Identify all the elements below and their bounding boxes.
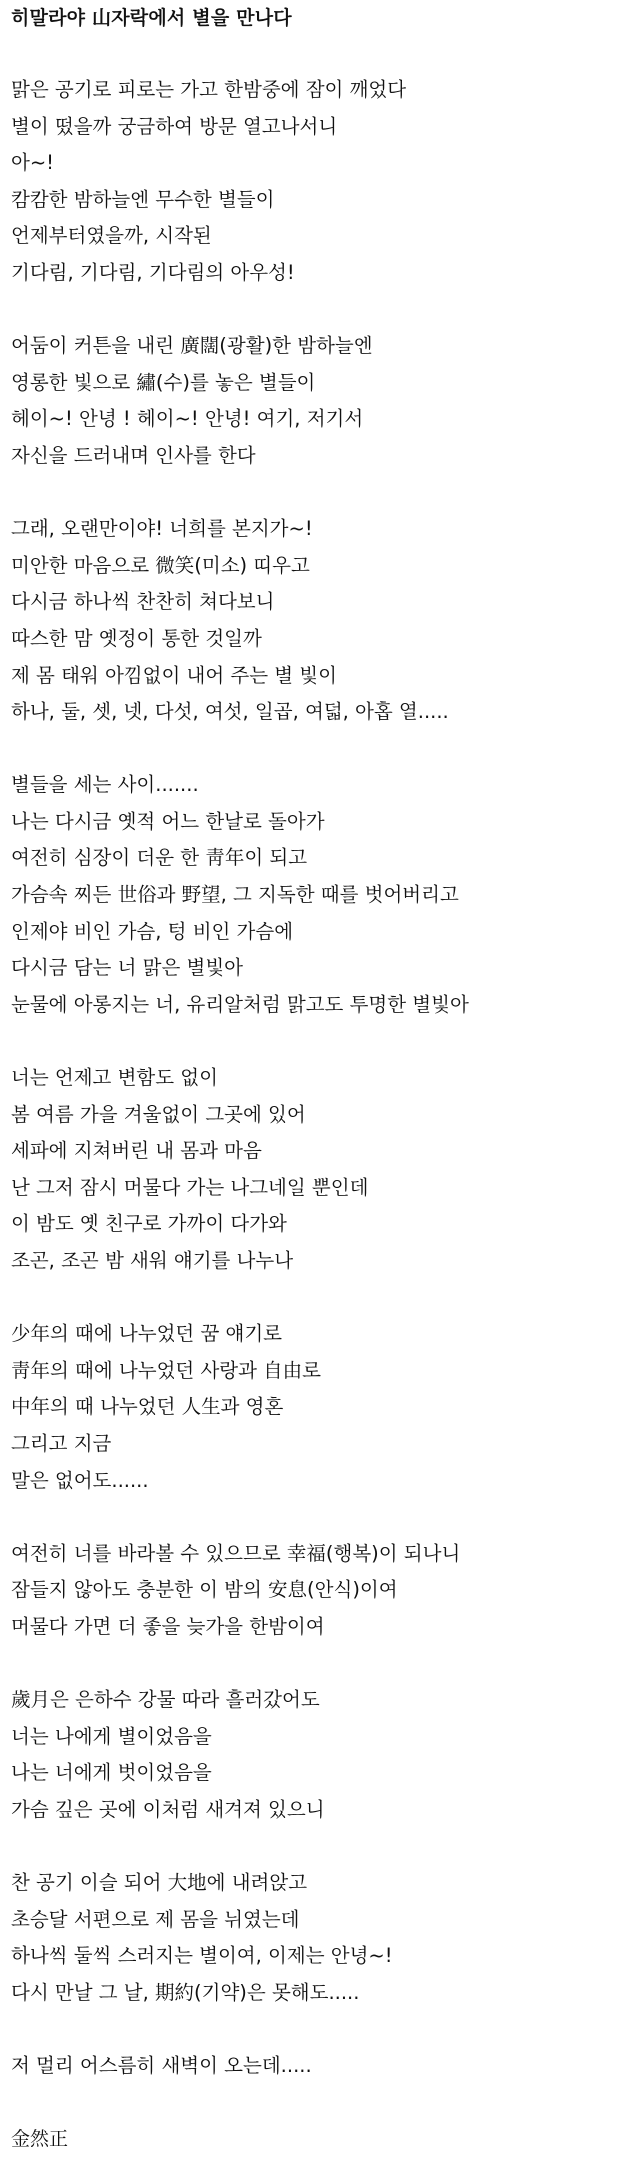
poem-line: 가슴 깊은 곳에 이처럼 새겨져 있으니 xyxy=(11,1797,325,1821)
poem-stanza xyxy=(11,1682,611,1828)
poem-line: 저 멀리 어스름히 새벽이 오는데..... xyxy=(11,2054,312,2078)
poem-line: 靑年의 때에 나누었던 사랑과 自由로 xyxy=(11,1358,322,1382)
poem-line: 별이 떴을까 궁금하여 방문 열고나서니 xyxy=(11,114,338,138)
poem-line: 하나, 둘, 셋, 넷, 다섯, 여섯, 일곱, 여덟, 아홉 열..... xyxy=(11,700,449,724)
poem-line: 다시금 담는 너 맑은 별빛아 xyxy=(11,956,244,980)
poem-line: 너는 나에게 별이었음을 xyxy=(11,1724,212,1748)
poem-line: 이 밤도 옛 친구로 가까이 다가와 xyxy=(11,1212,287,1236)
poem-body xyxy=(11,72,611,2085)
author-name: 金然正 xyxy=(11,2128,69,2151)
poem-line: 헤이~! 안녕 ! 헤이~! 안녕! 여기, 저기서 xyxy=(11,407,364,431)
poem-line: 캄캄한 밤하늘엔 무수한 별들이 xyxy=(11,187,275,211)
poem-stanza xyxy=(11,1316,611,1499)
poem-line: 자신을 드러내며 인사를 한다 xyxy=(11,443,256,467)
poem-line: 조곤, 조곤 밤 새워 얘기를 나누나 xyxy=(11,1249,294,1272)
poem-line: 봄 여름 가을 겨울없이 그곳에 있어 xyxy=(11,1102,306,1126)
poem-line: 언제부터였을까, 시작된 xyxy=(11,224,212,248)
poem-line: 세파에 지쳐버린 내 몸과 마음 xyxy=(11,1139,262,1163)
poem-line: 기다림, 기다림, 기다림의 아우성! xyxy=(11,260,295,284)
poem-line: 다시 만날 그 날, 期約(기약)은 못해도..... xyxy=(11,1980,360,2004)
poem-line: 가슴속 찌든 世俗과 野望, 그 지독한 때를 벗어버리고 xyxy=(11,883,459,907)
poem-line: 어둠이 커튼을 내린 廣闊(광활)한 밤하늘엔 xyxy=(11,334,373,358)
poem-line: 여전히 너를 바라볼 수 있으므로 幸福(행복)이 되나니 xyxy=(11,1541,461,1565)
poem-line: 너는 언제고 변함도 없이 xyxy=(11,1066,218,1090)
poem-line: 눈물에 아롱지는 너, 유리알처럼 맑고도 투명한 별빛아 xyxy=(11,992,469,1016)
poem-line: 미안한 마음으로 微笑(미소) 띠우고 xyxy=(11,553,310,577)
poem-line: 하나씩 둘씩 스러지는 별이여, 이제는 안녕~! xyxy=(11,1944,393,1968)
poem-line: 인제야 비인 가슴, 텅 비인 가슴에 xyxy=(11,919,294,943)
poem-line: 별들을 세는 사이....... xyxy=(11,773,199,797)
poem-line: 따스한 맘 옛정이 통한 것일까 xyxy=(11,626,262,650)
poem-stanza xyxy=(11,328,611,474)
poem-line: 찬 공기 이슬 되어 大地에 내려앉고 xyxy=(11,1871,308,1895)
poem-line: 다시금 하나씩 찬찬히 쳐다보니 xyxy=(11,590,275,614)
poem-line: 맑은 공기로 피로는 가고 한밤중에 잠이 깨었다 xyxy=(11,78,407,101)
poem-title: 히말라야 山자락에서 별을 만나다 xyxy=(11,7,292,29)
poem-stanza xyxy=(11,2048,611,2085)
poem-line: 난 그저 잠시 머물다 가는 나그네일 뿐인데 xyxy=(11,1175,369,1199)
poem-line: 아~! xyxy=(11,151,54,175)
poem-line: 말은 없어도...... xyxy=(11,1468,149,1492)
poem-line: 여전히 심장이 더운 한 靑年이 되고 xyxy=(11,846,308,870)
poem-stanza xyxy=(11,1865,611,2011)
poem-stanza xyxy=(11,72,611,292)
poem-line: 中年의 때 나누었던 人生과 영혼 xyxy=(11,1395,284,1419)
poem-stanza xyxy=(11,1060,611,1280)
poem-line: 영롱한 빛으로 繡(수)를 놓은 별들이 xyxy=(11,370,316,394)
poem-line: 歲月은 은하수 강물 따라 흘러갔어도 xyxy=(11,1688,320,1712)
poem-line: 초승달 서편으로 제 몸을 뉘였는데 xyxy=(11,1907,300,1931)
poem-stanza xyxy=(11,511,611,731)
poem-line: 잠들지 않아도 충분한 이 밤의 安息(안식)이여 xyxy=(11,1578,398,1602)
poem-line: 나는 다시금 옛적 어느 한날로 돌아가 xyxy=(11,809,325,833)
poem-stanza xyxy=(11,1536,611,1646)
poem-page xyxy=(11,0,611,2157)
poem-line: 나는 너에게 벗이었음을 xyxy=(11,1761,212,1785)
poem-line: 그리고 지금 xyxy=(11,1431,112,1455)
poem-line: 그래, 오랜만이야! 너희를 본지가~! xyxy=(11,517,313,541)
poem-line: 머물다 가면 더 좋을 늦가을 한밤이여 xyxy=(11,1614,325,1638)
poem-line: 제 몸 태워 아낌없이 내어 주는 별 빛이 xyxy=(11,663,337,687)
poem-stanza xyxy=(11,767,611,1023)
poem-line: 少年의 때에 나누었던 꿈 얘기로 xyxy=(11,1322,283,1346)
